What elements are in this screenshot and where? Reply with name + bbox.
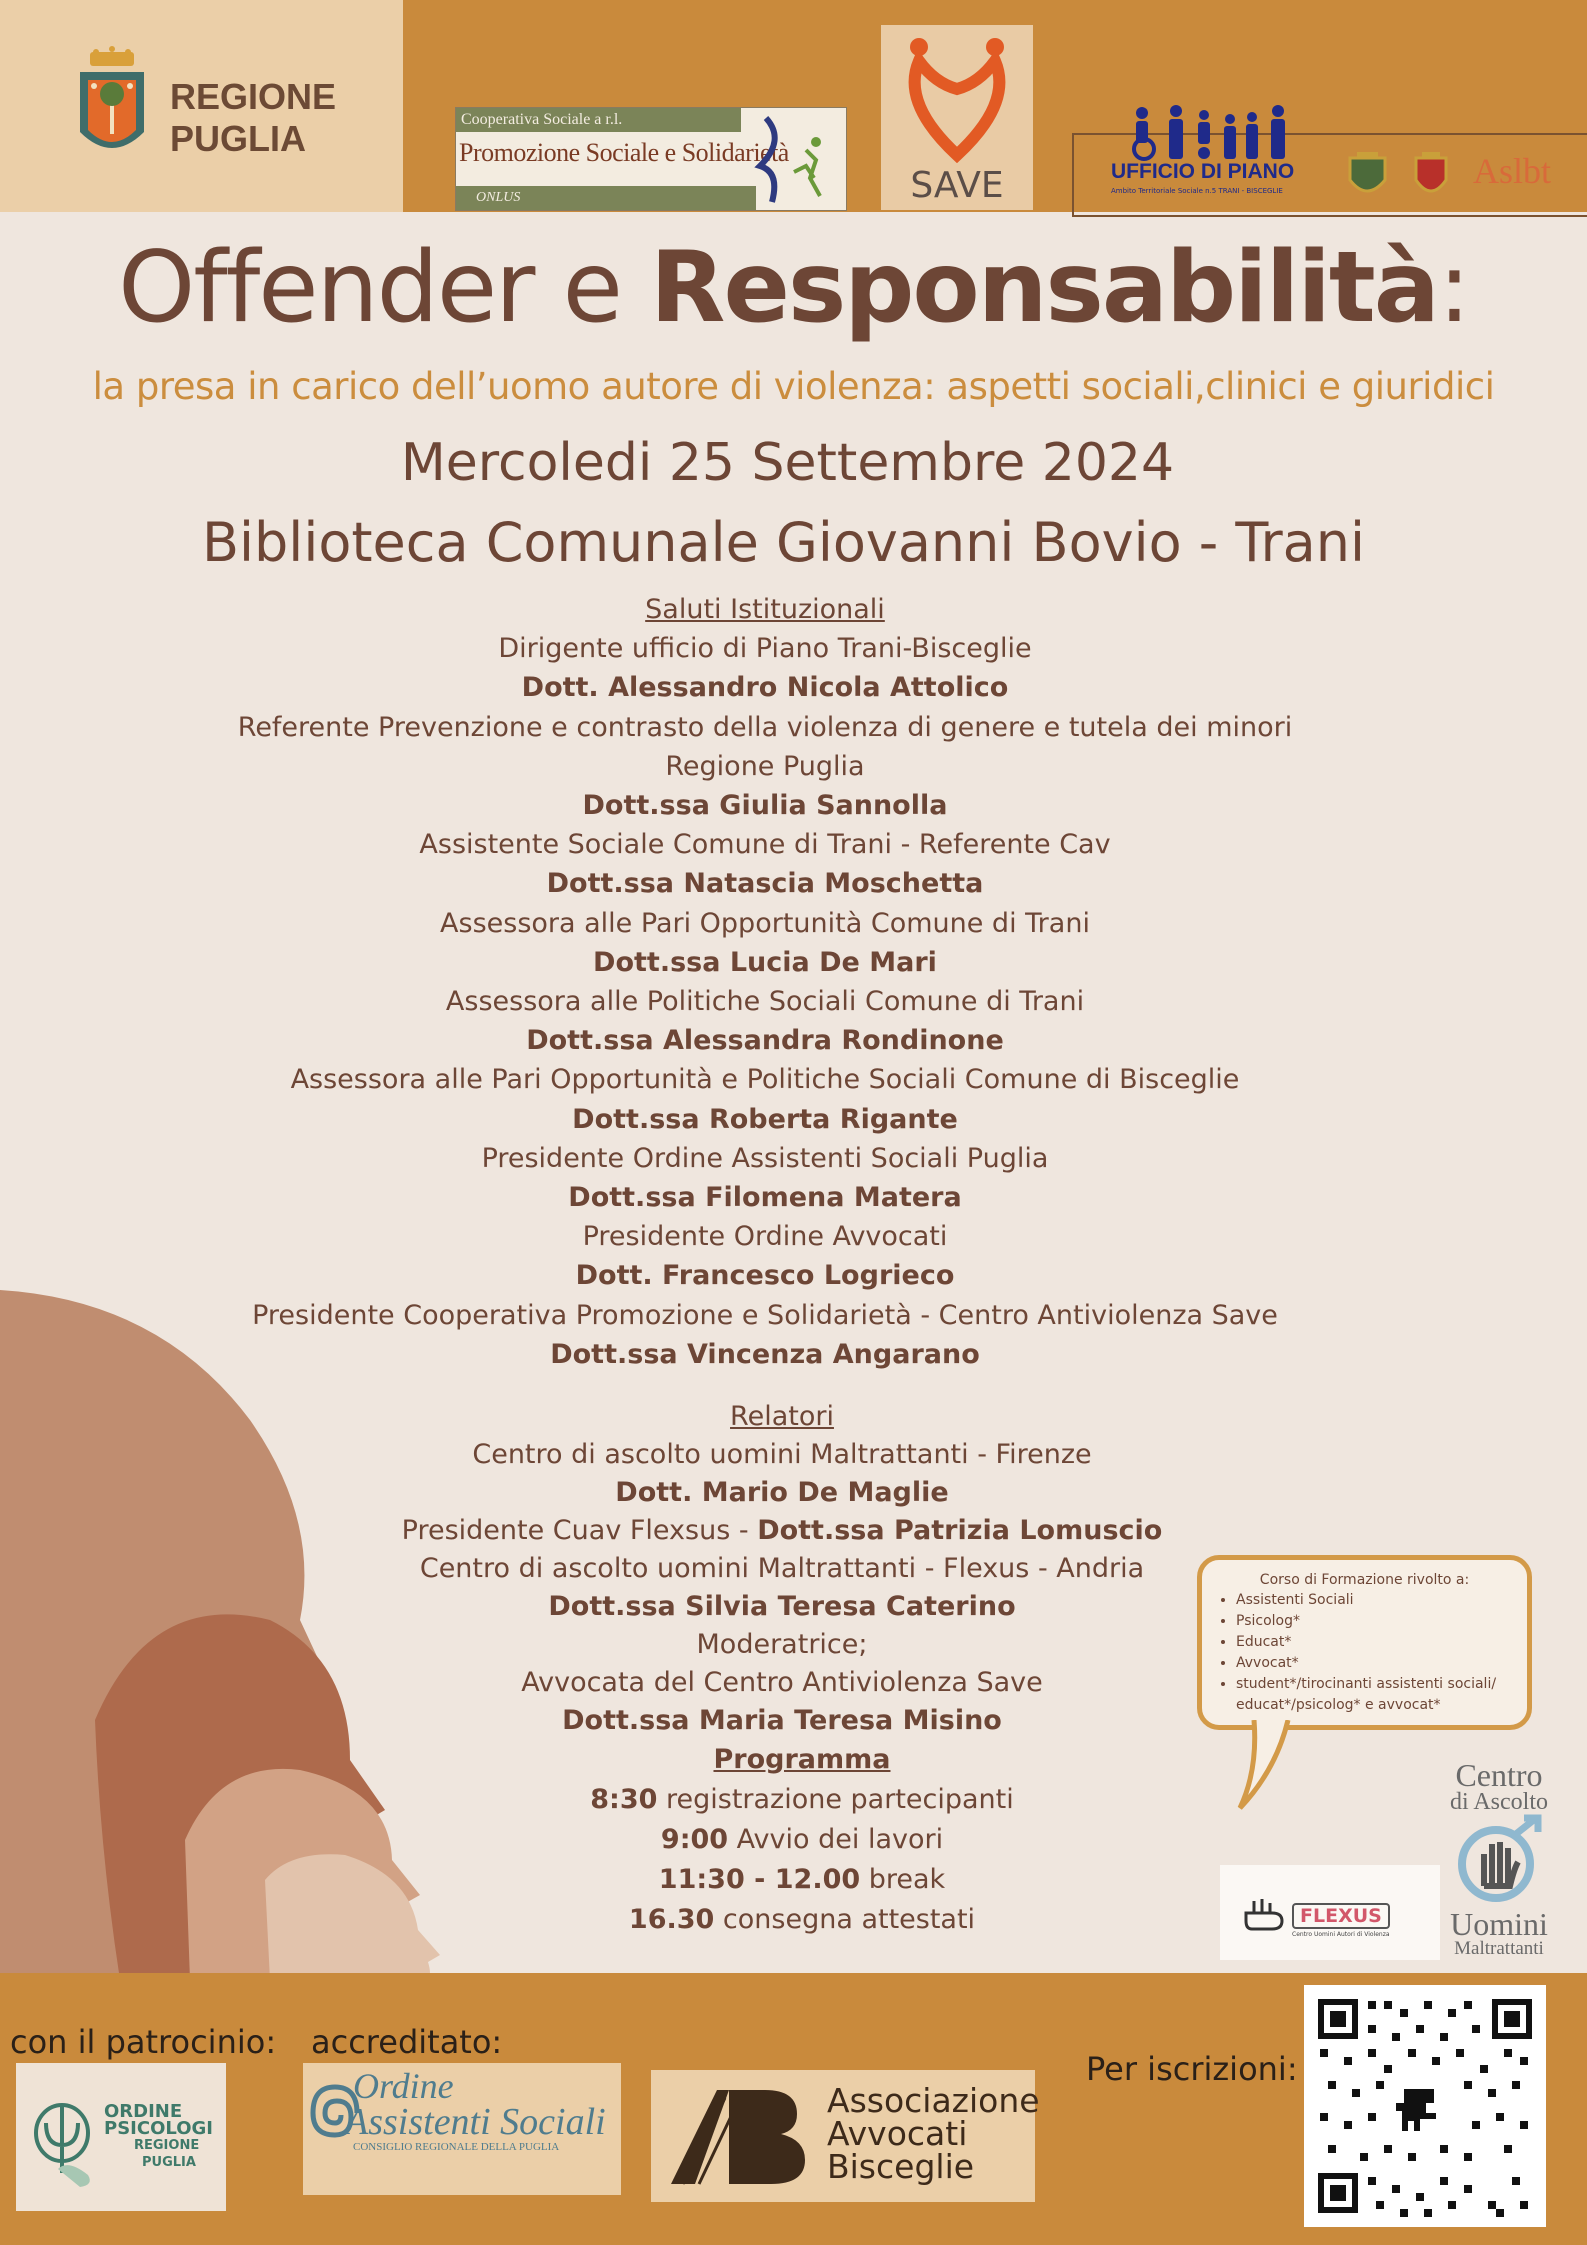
ordine-assistenti-sociali-logo — [303, 2063, 621, 2195]
asl-bt-logo: Aslbt — [1473, 151, 1552, 191]
comune-crest-icon — [1345, 150, 1390, 202]
programma-item — [452, 1860, 1152, 1900]
relatori-line: Dott.ssa Maria Teresa Misino — [562, 1705, 1002, 1736]
relatori-line: Centro di ascolto uomini Maltrattanti - Flexus - Andria — [419, 1553, 1145, 1584]
regione-line2: PUGLIA — [170, 118, 307, 159]
flexus-sub: Centro Uomini Autori di Violenza — [1292, 1931, 1390, 1938]
patrocinio-label: con il patrocinio: — [10, 2023, 277, 2061]
saluti-line: Assessora alle Politiche Sociali Comune di Trani — [445, 986, 1085, 1018]
aab-line2: Avvocati — [827, 2114, 968, 2153]
relatori-line: Moderatrice; — [696, 1629, 868, 1660]
saluti-line: Dott. Alessandro Nicola Attolico — [521, 672, 1009, 704]
event-venue: Biblioteca Comunale Giovanni Bovio - Trani — [201, 511, 1365, 574]
relatori-line: Avvocata del Centro Antiviolenza Save — [521, 1667, 1043, 1698]
flexus-logo — [1220, 1865, 1440, 1960]
ufficio-di-piano-sublabel: Ambito Territoriale Sociale n.5 TRANI - BISCEGLIE — [1111, 187, 1283, 195]
flexus-hand-icon — [1242, 1893, 1288, 1937]
corso-heading: Corso di Formazione rivolto a: — [1259, 1572, 1470, 1588]
title-colon: : — [1437, 231, 1469, 345]
programma-time: 9:00 — [660, 1824, 729, 1855]
relatori-role: Presidente Cuav Flexsus - — [401, 1515, 758, 1546]
programma-text: break — [860, 1864, 946, 1895]
iscrizioni-label: Per iscrizioni: — [1086, 2050, 1298, 2088]
relatori-line: Dott.ssa Silvia Teresa Caterino — [548, 1591, 1016, 1622]
programma-time: 8:30 — [590, 1784, 658, 1815]
saluti-line: Dott.ssa Filomena Matera — [568, 1182, 962, 1214]
programma-text: Avvio dei lavori — [728, 1824, 944, 1855]
centro-line1: Centro — [1455, 1757, 1543, 1793]
relatori-name: Dott.ssa Patrizia Lomuscio — [757, 1515, 1163, 1546]
centro-line4: Maltrattanti — [1454, 1938, 1544, 1959]
relatori-line: Dott. Mario De Maglie — [615, 1477, 949, 1508]
accreditato-label: accreditato: — [311, 2023, 503, 2061]
oas-line2: Assistenti Sociali — [345, 2101, 606, 2143]
corso-item: • Avvocat* — [1236, 1653, 1527, 1674]
event-date: Mercoledi 25 Settembre 2024 — [400, 433, 1175, 493]
oas-line3: CONSIGLIO REGIONALE DELLA PUGLIA — [353, 2141, 560, 2153]
saluti-line: Dott.ssa Natascia Moschetta — [546, 868, 984, 900]
corso-item: • Psicolog* — [1236, 1611, 1527, 1632]
title-bold: Responsabilità — [650, 231, 1438, 345]
programma-item — [452, 1900, 1152, 1940]
centro-line2: di Ascolto — [1449, 1789, 1548, 1815]
title-light: Offender e — [118, 231, 651, 345]
event-title — [0, 228, 1587, 348]
aab-line3: Bisceglie — [827, 2147, 975, 2186]
programma-item — [452, 1780, 1152, 1820]
saluti-line: Presidente Ordine Assistenti Sociali Puglia — [481, 1142, 1049, 1174]
programma-item — [452, 1820, 1152, 1860]
saluti-line: Assistente Sociale Comune di Trani - Referente Cav — [419, 829, 1111, 861]
saluti-line: Dott.ssa Alessandra Rondinone — [526, 1025, 1004, 1057]
saluti-line: Dirigente ufficio di Piano Trani-Bisceglie — [498, 633, 1032, 665]
save-heart-icon — [901, 33, 1013, 163]
associazione-avvocati-logo — [651, 2070, 1040, 2202]
saluti-line: Assessora alle Pari Opportunità e Politiche Sociali Comune di Bisceglie — [290, 1064, 1240, 1096]
saluti-line: Dott.ssa Lucia De Mari — [593, 946, 937, 978]
aab-monogram-icon — [665, 2084, 817, 2188]
coop-bottom-label: ONLUS — [456, 186, 756, 210]
relatori-heading: Relatori — [730, 1401, 834, 1432]
corso-speech-bubble — [1197, 1555, 1532, 1730]
corso-item: • student*/tirocinanti assistenti sociali/ educat*/psicolog* e avvocat* — [1236, 1674, 1527, 1716]
programma-time: 16.30 — [628, 1904, 715, 1935]
saluti-line: Regione Puglia — [665, 750, 865, 782]
programma-time: 11:30 - 12.00 — [658, 1864, 861, 1895]
saluti-line: Assessora alle Pari Opportunità Comune di Trani — [440, 907, 1090, 939]
saluti-line: Presidente Ordine Avvocati — [582, 1221, 948, 1253]
oas-line1: Ordine — [353, 2066, 454, 2106]
event-subtitle: la presa in carico dell’uomo autore di violenza: aspetti sociali,clinici e giuridici — [92, 365, 1495, 408]
bubble-tail-icon — [1236, 1720, 1306, 1810]
coop-name-label: Promozione Sociale e Solidarietà — [459, 138, 789, 167]
ordine-psicologi-logo — [16, 2063, 226, 2211]
psi-symbol-icon — [28, 2089, 108, 2189]
registration-qr-code[interactable] — [1304, 1985, 1546, 2227]
ufficio-di-piano-label: UFFICIO DI PIANO — [1111, 160, 1295, 183]
saluti-line: Dott.ssa Vincenza Angarano — [550, 1338, 980, 1370]
coop-figures-icon — [746, 110, 842, 208]
male-symbol-hand-icon — [1454, 1814, 1544, 1904]
corso-item: • Educat* — [1236, 1632, 1527, 1653]
programma-section — [452, 1740, 1152, 1940]
saluti-line: Presidente Cooperativa Promozione e Solidarietà - Centro Antiviolenza Save — [252, 1299, 1278, 1331]
flexus-name: FLEXUS — [1292, 1903, 1390, 1929]
corso-item: • Assistenti Sociali — [1236, 1590, 1527, 1611]
programma-text: registrazione partecipanti — [657, 1784, 1014, 1815]
comune-crest-2-icon — [1412, 150, 1450, 202]
saluti-line: Dott. Francesco Logrieco — [575, 1260, 955, 1292]
saluti-section — [100, 590, 1430, 1374]
saluti-line: Dott.ssa Roberta Rigante — [572, 1103, 958, 1135]
save-label: SAVE — [910, 165, 1004, 206]
saluti-line: Referente Prevenzione e contrasto della violenza di genere e tutela dei minori — [237, 711, 1293, 743]
save-logo — [881, 25, 1033, 210]
relatori-line — [152, 1512, 1412, 1550]
psicologi-line1: ORDINE — [104, 2101, 183, 2122]
regione-puglia-crest-icon — [76, 46, 148, 166]
family-figures-icon — [1130, 105, 1290, 161]
relatori-line: Centro di ascolto uomini Maltrattanti - Firenze — [472, 1439, 1092, 1470]
coop-top-label: Cooperativa Sociale a r.l. — [456, 108, 741, 132]
psicologi-line2: PSICOLOGI — [104, 2118, 213, 2139]
regione-line1: REGIONE — [170, 76, 337, 117]
corso-list — [1202, 1590, 1527, 1716]
programma-text: consegna attestati — [714, 1904, 976, 1935]
regione-puglia-logo-text — [170, 76, 336, 160]
psicologi-line4: PUGLIA — [142, 2155, 196, 2170]
saluti-heading: Saluti Istituzionali — [645, 594, 885, 625]
centro-ascolto-logo — [1440, 1757, 1558, 1965]
psicologi-line3: REGIONE — [134, 2138, 200, 2153]
programma-heading: Programma — [713, 1744, 891, 1775]
promozione-sociale-logo — [455, 107, 847, 211]
aab-line1: Associazione — [827, 2081, 1040, 2120]
qr-code-icon — [1304, 1985, 1546, 2227]
centro-line3: Uomini — [1450, 1906, 1548, 1942]
saluti-line: Dott.ssa Giulia Sannolla — [582, 790, 948, 822]
